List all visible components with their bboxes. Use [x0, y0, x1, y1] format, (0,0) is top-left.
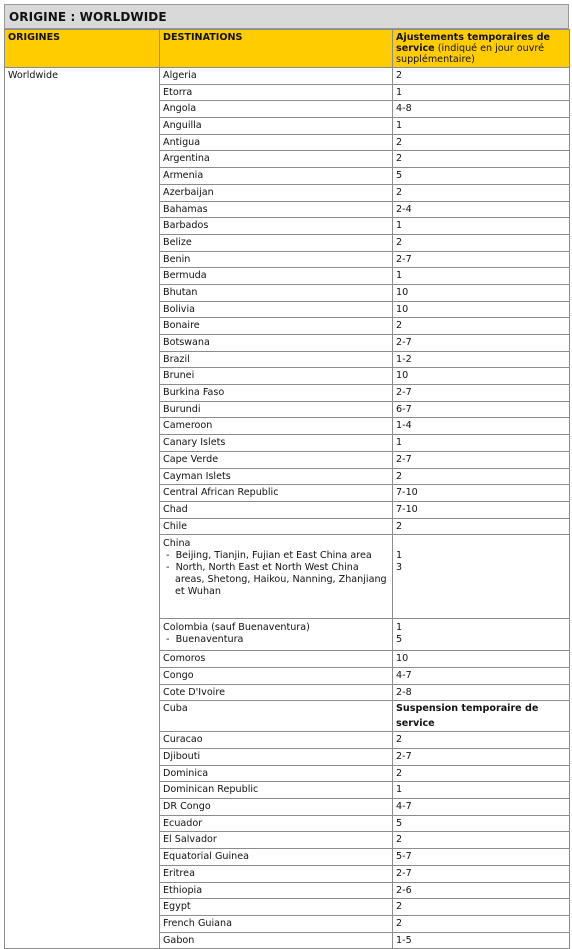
destination-cell: Angola	[160, 101, 393, 118]
adjustment-cell: 2	[393, 134, 570, 151]
adjustment-cell: 6-7	[393, 401, 570, 418]
adjustment-cell: 10	[393, 651, 570, 668]
adjustment-cell: 1-2	[393, 351, 570, 368]
adjustment-cell: 5	[393, 168, 570, 185]
destination-cell: Burundi	[160, 401, 393, 418]
destination-cell: Dominica	[160, 765, 393, 782]
destination-cell: Bhutan	[160, 284, 393, 301]
destination-cell: Brazil	[160, 351, 393, 368]
destination-cell: Chad	[160, 501, 393, 518]
destination-cell: Bermuda	[160, 268, 393, 285]
destination-cell: Congo	[160, 667, 393, 684]
adjustment-cell: 4-7	[393, 799, 570, 816]
adjustment-cell: Suspension temporaire de service	[393, 701, 570, 732]
header-row	[5, 30, 570, 68]
destination-cell: Benin	[160, 251, 393, 268]
destination-subarea: - Buenaventura	[166, 634, 244, 646]
adjustment-cell: 7-10	[393, 485, 570, 502]
destination-cell: Ecuador	[160, 815, 393, 832]
adjustment-cell: 4-8	[393, 101, 570, 118]
destination-cell	[160, 535, 393, 619]
adjustment-cell: 10	[393, 368, 570, 385]
adjustment-value: 5	[396, 634, 403, 646]
adjustment-cell: 7-10	[393, 501, 570, 518]
destination-cell: Egypt	[160, 899, 393, 916]
destination-cell: Comoros	[160, 651, 393, 668]
adjustment-cell: 2-4	[393, 201, 570, 218]
destination-cell: Cape Verde	[160, 451, 393, 468]
header-origins: ORIGINES	[5, 30, 160, 68]
adjustment-cell: 10	[393, 284, 570, 301]
adjustment-cell: 10	[393, 301, 570, 318]
adjustment-cell: 1	[393, 118, 570, 135]
destination-cell: Burkina Faso	[160, 385, 393, 402]
service-adjustment-sheet	[4, 4, 569, 949]
adjustment-cell: 1	[393, 84, 570, 101]
header-adjustments	[393, 30, 570, 68]
adjustment-value: 1	[396, 622, 403, 634]
destination-cell: Cameroon	[160, 418, 393, 435]
destination-cell: Canary Islets	[160, 435, 393, 452]
destination-cell: Central African Republic	[160, 485, 393, 502]
table-row	[5, 68, 570, 85]
destination-cell: Cuba	[160, 701, 393, 732]
adjustment-cell: 2	[393, 151, 570, 168]
destination-cell: Azerbaijan	[160, 184, 393, 201]
destination-cell: DR Congo	[160, 799, 393, 816]
adjustment-cell: 1	[393, 268, 570, 285]
destination-cell: Curacao	[160, 732, 393, 749]
destination-subarea: - North, North East et North West China areas, Shetong, Haikou, Nanning, Zhanjiang et Wuhan	[166, 562, 387, 598]
adjustment-cell: 2	[393, 732, 570, 749]
adjustment-cell: 2	[393, 899, 570, 916]
adjustment-cell: 2-7	[393, 749, 570, 766]
destination-cell: Bahamas	[160, 201, 393, 218]
destination-name: Colombia (sauf Buenaventura)	[163, 622, 310, 634]
adjustment-cell: 2-7	[393, 865, 570, 882]
adjustment-value: 1	[396, 550, 403, 562]
destination-cell: Eritrea	[160, 865, 393, 882]
service-adjustment-table	[4, 29, 570, 949]
destination-name: China	[163, 538, 191, 550]
destination-subarea: - Beijing, Tianjin, Fujian et East China area	[166, 550, 372, 562]
adjustment-cell: 2-7	[393, 251, 570, 268]
adjustment-value: 3	[396, 562, 403, 574]
destination-cell: Argentina	[160, 151, 393, 168]
adjustment-cell: 2	[393, 765, 570, 782]
table-body	[5, 68, 570, 949]
adjustment-cell: 2	[393, 915, 570, 932]
spacer	[396, 538, 566, 550]
adjustment-cell: 5	[393, 815, 570, 832]
destination-subarea-text: Beijing, Tianjin, Fujian et East China area	[175, 550, 372, 562]
destination-cell: Dominican Republic	[160, 782, 393, 799]
destination-cell: Bonaire	[160, 318, 393, 335]
destination-subarea-text: North, North East et North West China areas, Shetong, Haikou, Nanning, Zhanjiang et Wuhan	[175, 562, 387, 598]
destination-cell: Botswana	[160, 335, 393, 352]
destination-cell: Belize	[160, 234, 393, 251]
destination-cell: Bolivia	[160, 301, 393, 318]
adjustment-cell: 2-8	[393, 684, 570, 701]
adjustment-cell: 2	[393, 468, 570, 485]
adjustment-cell: 2	[393, 832, 570, 849]
adjustment-cell: 2-7	[393, 451, 570, 468]
table-title: ORIGINE : WORLDWIDE	[4, 4, 569, 29]
destination-cell: Armenia	[160, 168, 393, 185]
adjustment-cell: 2	[393, 68, 570, 85]
destination-cell: Barbados	[160, 218, 393, 235]
destination-cell: Ethiopia	[160, 882, 393, 899]
adjustment-cell: 2	[393, 184, 570, 201]
adjustment-cell: 2	[393, 518, 570, 535]
adjustment-cell: 2	[393, 234, 570, 251]
adjustment-cell: 1	[393, 435, 570, 452]
destination-cell: Cote D'Ivoire	[160, 684, 393, 701]
destination-cell: Gabon	[160, 932, 393, 949]
adjustment-cell: 2	[393, 318, 570, 335]
destination-cell: Djibouti	[160, 749, 393, 766]
destination-cell: El Salvador	[160, 832, 393, 849]
destination-cell: French Guiana	[160, 915, 393, 932]
destination-cell: Cayman Islets	[160, 468, 393, 485]
adjustment-cell: 2-7	[393, 385, 570, 402]
destination-subarea-text: Buenaventura	[175, 634, 244, 646]
destination-cell: Equatorial Guinea	[160, 849, 393, 866]
header-adjustments-bold: Ajustements temporaires de service	[396, 32, 551, 54]
adjustment-cell: 1	[393, 782, 570, 799]
header-adjustments-note: (indiqué en jour ouvré supplémentaire)	[396, 43, 545, 65]
destination-cell: Etorra	[160, 84, 393, 101]
destination-cell: Brunei	[160, 368, 393, 385]
adjustment-cell: 1	[393, 218, 570, 235]
adjustment-cell: 4-7	[393, 667, 570, 684]
adjustment-cell	[393, 619, 570, 651]
destination-cell	[160, 619, 393, 651]
adjustment-cell: 2-6	[393, 882, 570, 899]
destination-cell: Antigua	[160, 134, 393, 151]
origin-cell: Worldwide	[5, 68, 160, 949]
adjustment-cell	[393, 535, 570, 619]
header-destinations: DESTINATIONS	[160, 30, 393, 68]
destination-cell: Anguilla	[160, 118, 393, 135]
adjustment-cell: 5-7	[393, 849, 570, 866]
adjustment-cell: 1-5	[393, 932, 570, 949]
adjustment-cell: 2-7	[393, 335, 570, 352]
adjustment-cell: 1-4	[393, 418, 570, 435]
destination-cell: Algeria	[160, 68, 393, 85]
destination-cell: Chile	[160, 518, 393, 535]
